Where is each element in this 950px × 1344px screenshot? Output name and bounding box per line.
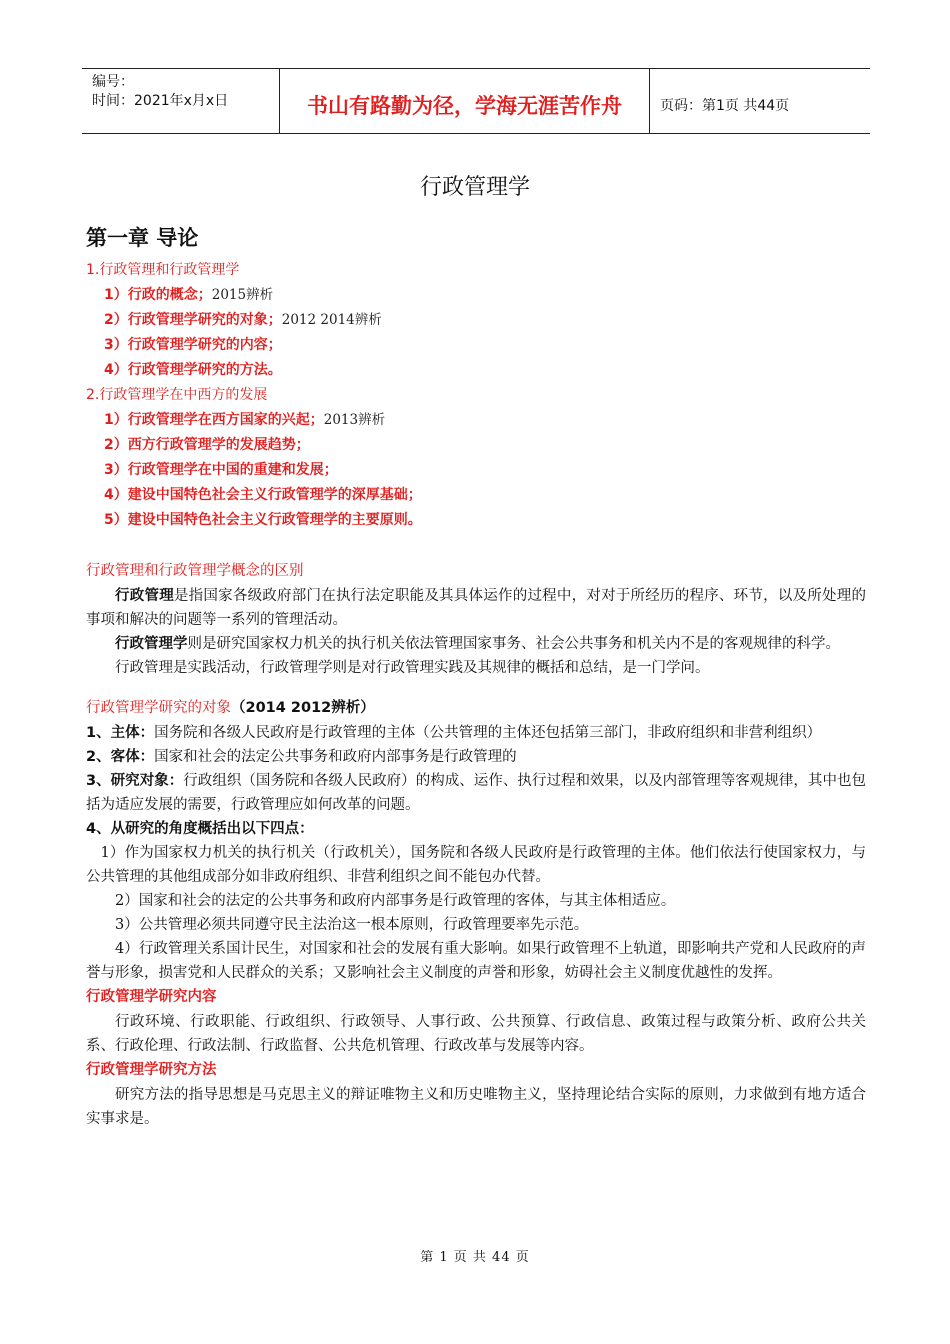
page-header <box>82 68 870 134</box>
toc-item: 3）行政管理学研究的内容； <box>104 337 282 353</box>
document-body <box>86 258 866 1131</box>
paragraph: 3、研究对象：行政组织（国务院和各级人民政府）的构成、运作、执行过程和效果，以及内部管理等客观规律，其中也包括为适应发展的需要，行政管理应如何改革的问题。 <box>86 773 866 813</box>
paragraph: 1）作为国家权力机关的执行机关（行政机关），国务院和各级人民政府是行政管理的主体。他们依法行使国家权力，与公共管理的其他组成部分如非政府组织、非营利组织之间不能包办代替。 <box>86 845 866 885</box>
paragraph: 行政环境、行政职能、行政组织、行政领导、人事行政、公共预算、行政信息、政策过程与政策分析、政府公共关系、行政伦理、行政法制、行政监督、公共危机管理、行政改革与发展等内容。 <box>86 1014 866 1054</box>
chapter-heading: 第一章 导论 <box>86 226 199 250</box>
toc-item: 4）建设中国特色社会主义行政管理学的深厚基础； <box>104 487 422 503</box>
toc-item: 4）行政管理学研究的方法。 <box>104 362 282 378</box>
toc-section: 1.行政管理和行政管理学 <box>86 262 240 278</box>
header-page-info: 页码：第1页 共44页 <box>660 98 790 114</box>
paragraph: 行政管理学则是研究国家权力机关的执行机关依法管理国家事务、社会公共事务和机关内不是的客观规律的科学。 <box>115 636 840 652</box>
paragraph: 2）国家和社会的法定的公共事务和政府内部事务是行政管理的客体，与其主体相适应。 <box>115 893 676 909</box>
header-date: 时间：2021年x月x日 <box>92 93 229 109</box>
toc-item: 5）建设中国特色社会主义行政管理学的主要原则。 <box>104 512 422 528</box>
paragraph: 4、从研究的角度概括出以下四点： <box>86 821 314 837</box>
document-title: 行政管理学 <box>419 175 530 200</box>
paragraph: 行政管理是指国家各级政府部门在执行法定职能及其具体运作的过程中，对对于所经历的程序、环节，以及所处理的事项和解决的问题等一系列的管理活动。 <box>86 588 866 628</box>
section-heading: 行政管理和行政管理学概念的区别 <box>86 563 304 579</box>
page-footer: 第 1 页 共 44 页 <box>420 1250 530 1265</box>
paragraph: 行政管理是实践活动，行政管理学则是对行政管理实践及其规律的概括和总结，是一门学问。 <box>115 660 710 676</box>
paragraph: 2、客体：国家和社会的法定公共事务和政府内部事务是行政管理的 <box>86 749 517 765</box>
toc-section: 2.行政管理学在中西方的发展 <box>86 387 268 403</box>
toc-item: 1）行政的概念；2015辨析 <box>104 287 274 303</box>
paragraph: 研究方法的指导思想是马克思主义的辩证唯物主义和历史唯物主义，坚持理论结合实际的原则，力求做到有地方适合实事求是。 <box>86 1087 866 1127</box>
toc <box>86 258 866 533</box>
toc-item: 3）行政管理学在中国的重建和发展； <box>104 462 338 478</box>
header-number: 编号： <box>92 74 134 90</box>
paragraph: 3）公共管理必须共同遵守民主法治这一根本原则，行政管理要率先示范。 <box>115 917 589 933</box>
header-meta <box>82 69 280 133</box>
toc-item: 1）行政管理学在西方国家的兴起；2013辨析 <box>104 412 386 428</box>
section-heading: 行政管理学研究的对象（2014 2012辨析） <box>86 700 375 716</box>
toc-item: 2）行政管理学研究的对象；2012 2014辨析 <box>104 312 382 328</box>
header-motto: 书山有路勤为径，学海无涯苦作舟 <box>280 69 650 133</box>
section-heading: 行政管理学研究方法 <box>86 1062 217 1078</box>
section-heading: 行政管理学研究内容 <box>86 989 217 1005</box>
toc-item: 2）西方行政管理学的发展趋势； <box>104 437 310 453</box>
paragraph: 4）行政管理关系国计民生，对国家和社会的发展有重大影响。如果行政管理不上轨道，即影响共产党和人民政府的声誉与形象，损害党和人民群众的关系；又影响社会主义制度的声誉和形象，妨碍社会主义制度优越性的发挥。 <box>86 941 866 981</box>
paragraph: 1、主体：国务院和各级人民政府是行政管理的主体（公共管理的主体还包括第三部门，非政府组织和非营利组织） <box>86 725 822 741</box>
